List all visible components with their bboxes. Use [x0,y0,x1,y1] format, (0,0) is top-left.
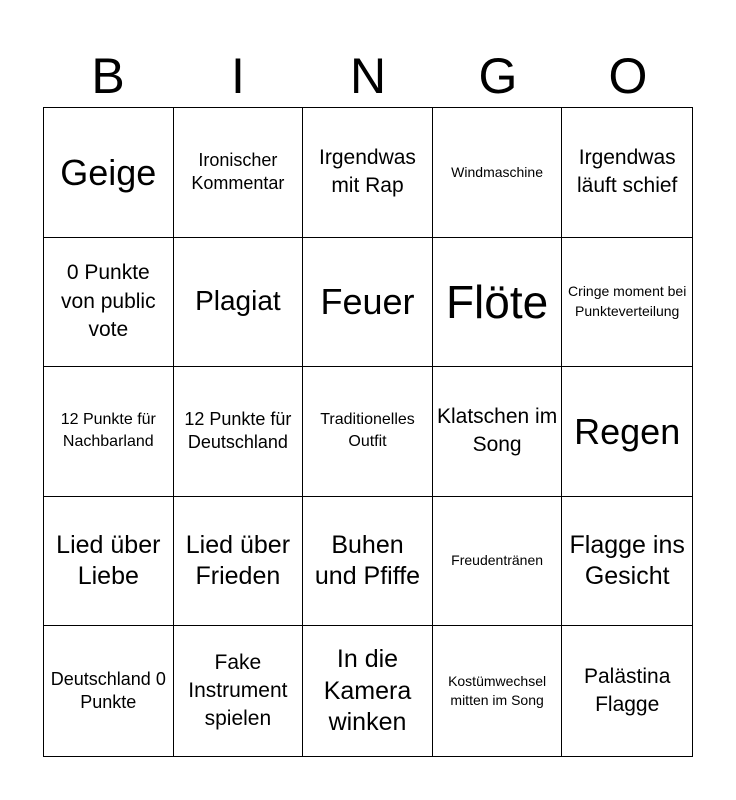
header-letter-b: B [91,48,125,104]
bingo-cell[interactable]: Cringe moment bei Punkteverteilung [562,238,692,368]
bingo-cell[interactable]: Kostümwechsel mitten im Song [433,626,563,756]
bingo-cell[interactable]: Windmaschine [433,108,563,238]
bingo-cell[interactable]: Freudentränen [433,497,563,627]
bingo-cell[interactable]: Flöte [433,238,563,368]
bingo-cell[interactable]: Plagiat [174,238,304,368]
bingo-cell[interactable]: Geige [44,108,174,238]
bingo-board [43,107,693,757]
bingo-cell[interactable]: Deutschland 0 Punkte [44,626,174,756]
bingo-cell[interactable]: Lied über Liebe [44,497,174,627]
bingo-cell[interactable]: Buhen und Pfiffe [303,497,433,627]
bingo-cell[interactable]: 12 Punkte für Deutschland [174,367,304,497]
bingo-cell[interactable]: Ironischer Kommentar [174,108,304,238]
bingo-cell[interactable]: Palästina Flagge [584,664,671,717]
bingo-cell[interactable]: Regen [562,367,692,497]
bingo-cell[interactable]: Flagge ins Gesicht [562,497,692,627]
bingo-cell[interactable]: Fake Instrument spielen [174,626,304,756]
bingo-cell[interactable]: Irgendwas mit Rap [303,108,433,238]
bingo-cell[interactable]: In die Kamera winken [303,626,433,756]
bingo-cell[interactable]: Traditionelles Outfit [303,367,433,497]
header-letter-o: O [608,48,648,104]
bingo-cell[interactable]: Feuer [303,238,433,368]
header-letter-n: N [349,48,387,104]
header-letter-i: I [231,48,245,104]
bingo-cell[interactable]: Klatschen im Song [433,367,563,497]
bingo-header [43,46,693,106]
bingo-cell[interactable]: 12 Punkte für Nachbarland [44,367,174,497]
bingo-cell[interactable]: Irgendwas läuft schief [562,108,692,238]
bingo-cell[interactable]: Lied über Frieden [174,497,304,627]
bingo-cell[interactable]: 0 Punkte von public vote [44,238,174,368]
header-letter-g: G [478,48,518,104]
